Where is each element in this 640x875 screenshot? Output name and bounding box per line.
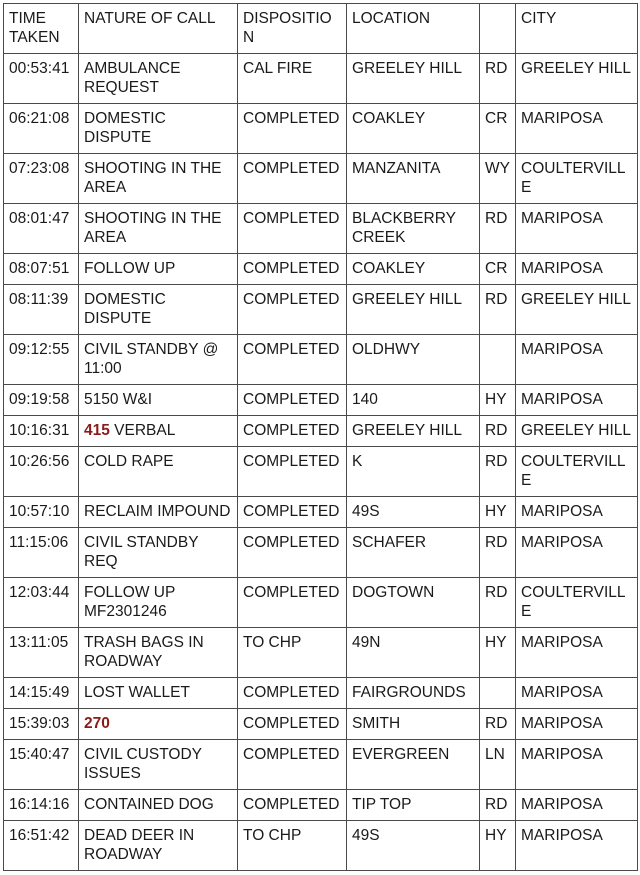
table-row — [4, 285, 638, 335]
nature-text: DOMESTIC DISPUTE — [84, 110, 166, 146]
cell-disposition: TO CHP — [238, 628, 347, 678]
header-row — [4, 4, 638, 54]
cell-city: MARIPOSA — [516, 790, 638, 821]
cell-city: MARIPOSA — [516, 678, 638, 709]
cell-suffix: HY — [480, 385, 516, 416]
cell-city: MARIPOSA — [516, 821, 638, 871]
cell-suffix: RD — [480, 447, 516, 497]
cell-location: DOGTOWN — [347, 578, 480, 628]
cell-suffix: CR — [480, 104, 516, 154]
nature-text: VERBAL — [109, 422, 176, 439]
cell-city: MARIPOSA — [516, 628, 638, 678]
cell-location: GREELEY HILL — [347, 54, 480, 104]
cell-time: 12:03:44 — [4, 578, 79, 628]
cell-time: 09:12:55 — [4, 335, 79, 385]
table-row — [4, 254, 638, 285]
nature-text: DOMESTIC DISPUTE — [84, 291, 166, 327]
cell-time: 08:01:47 — [4, 204, 79, 254]
cell-location: FAIRGROUNDS — [347, 678, 480, 709]
table-row — [4, 104, 638, 154]
cell-city: GREELEY HILL — [516, 285, 638, 335]
cell-time: 11:15:06 — [4, 528, 79, 578]
cell-nature — [79, 821, 238, 871]
nature-text: SHOOTING IN THE AREA — [84, 210, 222, 246]
nature-text: DEAD DEER IN ROADWAY — [84, 827, 195, 863]
cell-nature — [79, 678, 238, 709]
cell-location: EVERGREEN — [347, 740, 480, 790]
nature-code: 415 — [84, 422, 110, 439]
cell-location: COAKLEY — [347, 104, 480, 154]
cell-location: SCHAFER — [347, 528, 480, 578]
cell-time: 06:21:08 — [4, 104, 79, 154]
cell-nature — [79, 285, 238, 335]
cell-suffix: RD — [480, 285, 516, 335]
table-row — [4, 678, 638, 709]
cell-disposition: COMPLETED — [238, 740, 347, 790]
header-time-taken: TIME TAKEN — [4, 4, 79, 54]
cell-suffix: RD — [480, 528, 516, 578]
cell-suffix: RD — [480, 416, 516, 447]
table-body — [4, 54, 638, 871]
nature-text: FOLLOW UP — [84, 260, 176, 277]
cell-location: OLDHWY — [347, 335, 480, 385]
cell-location: 140 — [347, 385, 480, 416]
nature-text: CONTAINED DOG — [84, 796, 214, 813]
cell-disposition: COMPLETED — [238, 385, 347, 416]
table-row — [4, 54, 638, 104]
cell-suffix: RD — [480, 54, 516, 104]
cell-suffix: HY — [480, 821, 516, 871]
cell-nature — [79, 709, 238, 740]
cell-disposition: COMPLETED — [238, 678, 347, 709]
header-disposition: DISPOSITION — [238, 4, 347, 54]
table-row — [4, 790, 638, 821]
cell-nature — [79, 104, 238, 154]
cell-suffix: RD — [480, 204, 516, 254]
cell-nature — [79, 54, 238, 104]
table-row — [4, 628, 638, 678]
cell-disposition: TO CHP — [238, 821, 347, 871]
cell-location: K — [347, 447, 480, 497]
cell-suffix: CR — [480, 254, 516, 285]
cell-city: MARIPOSA — [516, 385, 638, 416]
nature-text: CIVIL STANDBY @ 11:00 — [84, 341, 219, 377]
cell-disposition: COMPLETED — [238, 104, 347, 154]
table-row — [4, 821, 638, 871]
cell-time: 13:11:05 — [4, 628, 79, 678]
cell-city: MARIPOSA — [516, 254, 638, 285]
nature-text: TRASH BAGS IN ROADWAY — [84, 634, 204, 670]
table-header — [4, 4, 638, 54]
cell-nature — [79, 628, 238, 678]
cell-nature — [79, 254, 238, 285]
cell-suffix: WY — [480, 154, 516, 204]
cell-location: BLACKBERRY CREEK — [347, 204, 480, 254]
cell-city: MARIPOSA — [516, 528, 638, 578]
table-row — [4, 740, 638, 790]
cell-disposition: COMPLETED — [238, 335, 347, 385]
table-row — [4, 528, 638, 578]
header-city: CITY — [516, 4, 638, 54]
table-row — [4, 204, 638, 254]
table-row — [4, 335, 638, 385]
cell-city: COULTERVILLE — [516, 154, 638, 204]
cell-suffix: RD — [480, 709, 516, 740]
cell-suffix: LN — [480, 740, 516, 790]
cell-disposition: COMPLETED — [238, 497, 347, 528]
cell-time: 07:23:08 — [4, 154, 79, 204]
cell-time: 00:53:41 — [4, 54, 79, 104]
cell-nature — [79, 204, 238, 254]
nature-text: COLD RAPE — [84, 453, 174, 470]
call-log-table — [3, 3, 638, 871]
cell-city: GREELEY HILL — [516, 416, 638, 447]
cell-time: 14:15:49 — [4, 678, 79, 709]
table-row — [4, 385, 638, 416]
cell-suffix — [480, 335, 516, 385]
cell-city: GREELEY HILL — [516, 54, 638, 104]
cell-suffix: HY — [480, 497, 516, 528]
cell-nature — [79, 154, 238, 204]
cell-nature — [79, 578, 238, 628]
cell-disposition: COMPLETED — [238, 285, 347, 335]
cell-disposition: COMPLETED — [238, 578, 347, 628]
cell-location: 49N — [347, 628, 480, 678]
cell-time: 10:16:31 — [4, 416, 79, 447]
cell-time: 16:14:16 — [4, 790, 79, 821]
table-row — [4, 447, 638, 497]
cell-city: MARIPOSA — [516, 335, 638, 385]
table-row — [4, 154, 638, 204]
nature-text: LOST WALLET — [84, 684, 190, 701]
cell-city: COULTERVILLE — [516, 578, 638, 628]
cell-disposition: COMPLETED — [238, 709, 347, 740]
cell-disposition: COMPLETED — [238, 790, 347, 821]
cell-disposition: COMPLETED — [238, 416, 347, 447]
cell-location: GREELEY HILL — [347, 416, 480, 447]
cell-nature — [79, 447, 238, 497]
cell-city: MARIPOSA — [516, 740, 638, 790]
table-row — [4, 709, 638, 740]
cell-city: COULTERVILLE — [516, 447, 638, 497]
cell-time: 10:26:56 — [4, 447, 79, 497]
cell-disposition: COMPLETED — [238, 154, 347, 204]
cell-time: 15:40:47 — [4, 740, 79, 790]
cell-city: MARIPOSA — [516, 204, 638, 254]
cell-disposition: COMPLETED — [238, 447, 347, 497]
cell-nature — [79, 528, 238, 578]
cell-time: 08:07:51 — [4, 254, 79, 285]
cell-nature — [79, 335, 238, 385]
cell-time: 08:11:39 — [4, 285, 79, 335]
cell-nature — [79, 790, 238, 821]
cell-time: 10:57:10 — [4, 497, 79, 528]
cell-location: GREELEY HILL — [347, 285, 480, 335]
cell-suffix: RD — [480, 578, 516, 628]
cell-nature — [79, 416, 238, 447]
cell-disposition: COMPLETED — [238, 254, 347, 285]
header-location: LOCATION — [347, 4, 480, 54]
table-row — [4, 416, 638, 447]
cell-city: MARIPOSA — [516, 497, 638, 528]
nature-text: CIVIL STANDBY REQ — [84, 534, 199, 570]
header-nature-of-call: NATURE OF CALL — [79, 4, 238, 54]
cell-nature — [79, 497, 238, 528]
cell-city: MARIPOSA — [516, 709, 638, 740]
cell-location: MANZANITA — [347, 154, 480, 204]
cell-suffix — [480, 678, 516, 709]
nature-text: FOLLOW UP MF2301246 — [84, 584, 176, 620]
cell-location: COAKLEY — [347, 254, 480, 285]
cell-nature — [79, 740, 238, 790]
header-street-suffix — [480, 4, 516, 54]
nature-code: 270 — [84, 715, 110, 732]
cell-location: SMITH — [347, 709, 480, 740]
cell-suffix: HY — [480, 628, 516, 678]
cell-suffix: RD — [480, 790, 516, 821]
cell-disposition: COMPLETED — [238, 528, 347, 578]
cell-location: 49S — [347, 497, 480, 528]
cell-time: 15:39:03 — [4, 709, 79, 740]
cell-time: 09:19:58 — [4, 385, 79, 416]
nature-text: 5150 W&I — [84, 391, 153, 408]
cell-location: TIP TOP — [347, 790, 480, 821]
cell-nature — [79, 385, 238, 416]
cell-disposition: CAL FIRE — [238, 54, 347, 104]
nature-text: CIVIL CUSTODY ISSUES — [84, 746, 202, 782]
cell-location: 49S — [347, 821, 480, 871]
cell-disposition: COMPLETED — [238, 204, 347, 254]
nature-text: AMBULANCE REQUEST — [84, 60, 181, 96]
cell-time: 16:51:42 — [4, 821, 79, 871]
nature-text: SHOOTING IN THE AREA — [84, 160, 222, 196]
table-row — [4, 578, 638, 628]
cell-city: MARIPOSA — [516, 104, 638, 154]
nature-text: RECLAIM IMPOUND — [84, 503, 231, 520]
table-row — [4, 497, 638, 528]
